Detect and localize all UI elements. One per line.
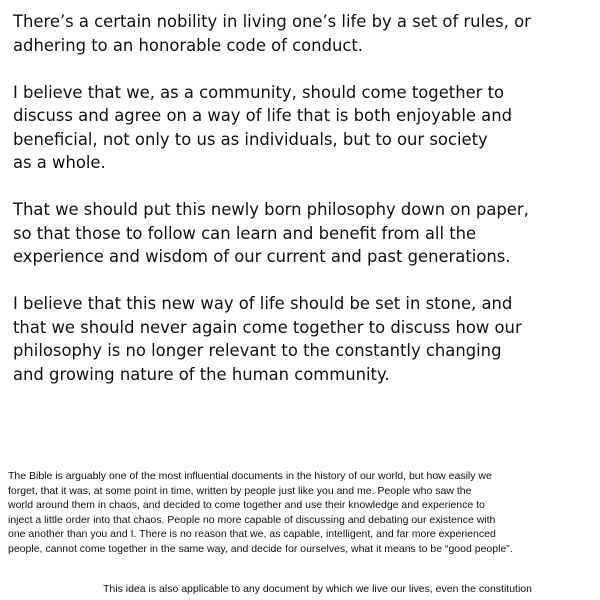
text-line: that we should never again come together to discuss how our <box>13 317 522 337</box>
note-line: inject a little order into that chaos. People no more capable of discussing and debating our existence with <box>8 513 496 526</box>
paragraph-1 <box>13 10 593 57</box>
note-line: forget, that it was, at some point in time, written by people just like you and me. People who saw the <box>8 484 472 497</box>
text-line: There’s a certain nobility in living one’s life by a set of rules, or <box>13 12 531 31</box>
paragraph-3 <box>13 198 593 269</box>
text-line: I believe that we, as a community, should come together to <box>13 82 505 102</box>
text-line: discuss and agree on a way of life that is both enjoyable and <box>13 106 513 125</box>
bible-note-paragraph <box>8 469 598 557</box>
text-line: beneficial, not only to us as individuals, but to our society <box>13 129 488 149</box>
text-line: philosophy is no longer relevant to the constantly changing <box>13 341 502 360</box>
main-text <box>13 10 593 410</box>
text-line: so that those to follow can learn and benefit from all the <box>13 223 477 243</box>
paragraph-2 <box>13 81 593 175</box>
text-line: as a whole. <box>13 153 106 172</box>
note-line: people, cannot come together in the same way, and decide for ourselves, what it means to be “good people”. <box>8 542 513 555</box>
note-line: The Bible is arguably one of the most influential documents in the history of our world, but how easily we <box>8 470 492 482</box>
text-line: and growing nature of the human community. <box>13 364 390 384</box>
note-line: world around them in chaos, and decided to come together and use their knowledge and experience to <box>8 499 485 512</box>
text-line: adhering to an honorable code of conduct. <box>13 35 364 55</box>
text-line: I believe that this new way of life should be set in stone, and <box>13 294 513 313</box>
footer-note: This idea is also applicable to any document by which we live our lives, even the constitution <box>103 583 532 595</box>
text-line: That we should put this newly born philosophy down on paper, <box>13 200 529 219</box>
paragraph-4 <box>13 292 593 386</box>
note-line: one another than you and I. There is no reason that we, as capable, intelligent, and far more experienced <box>8 528 496 541</box>
text-line: experience and wisdom of our current and past generations. <box>13 247 511 266</box>
